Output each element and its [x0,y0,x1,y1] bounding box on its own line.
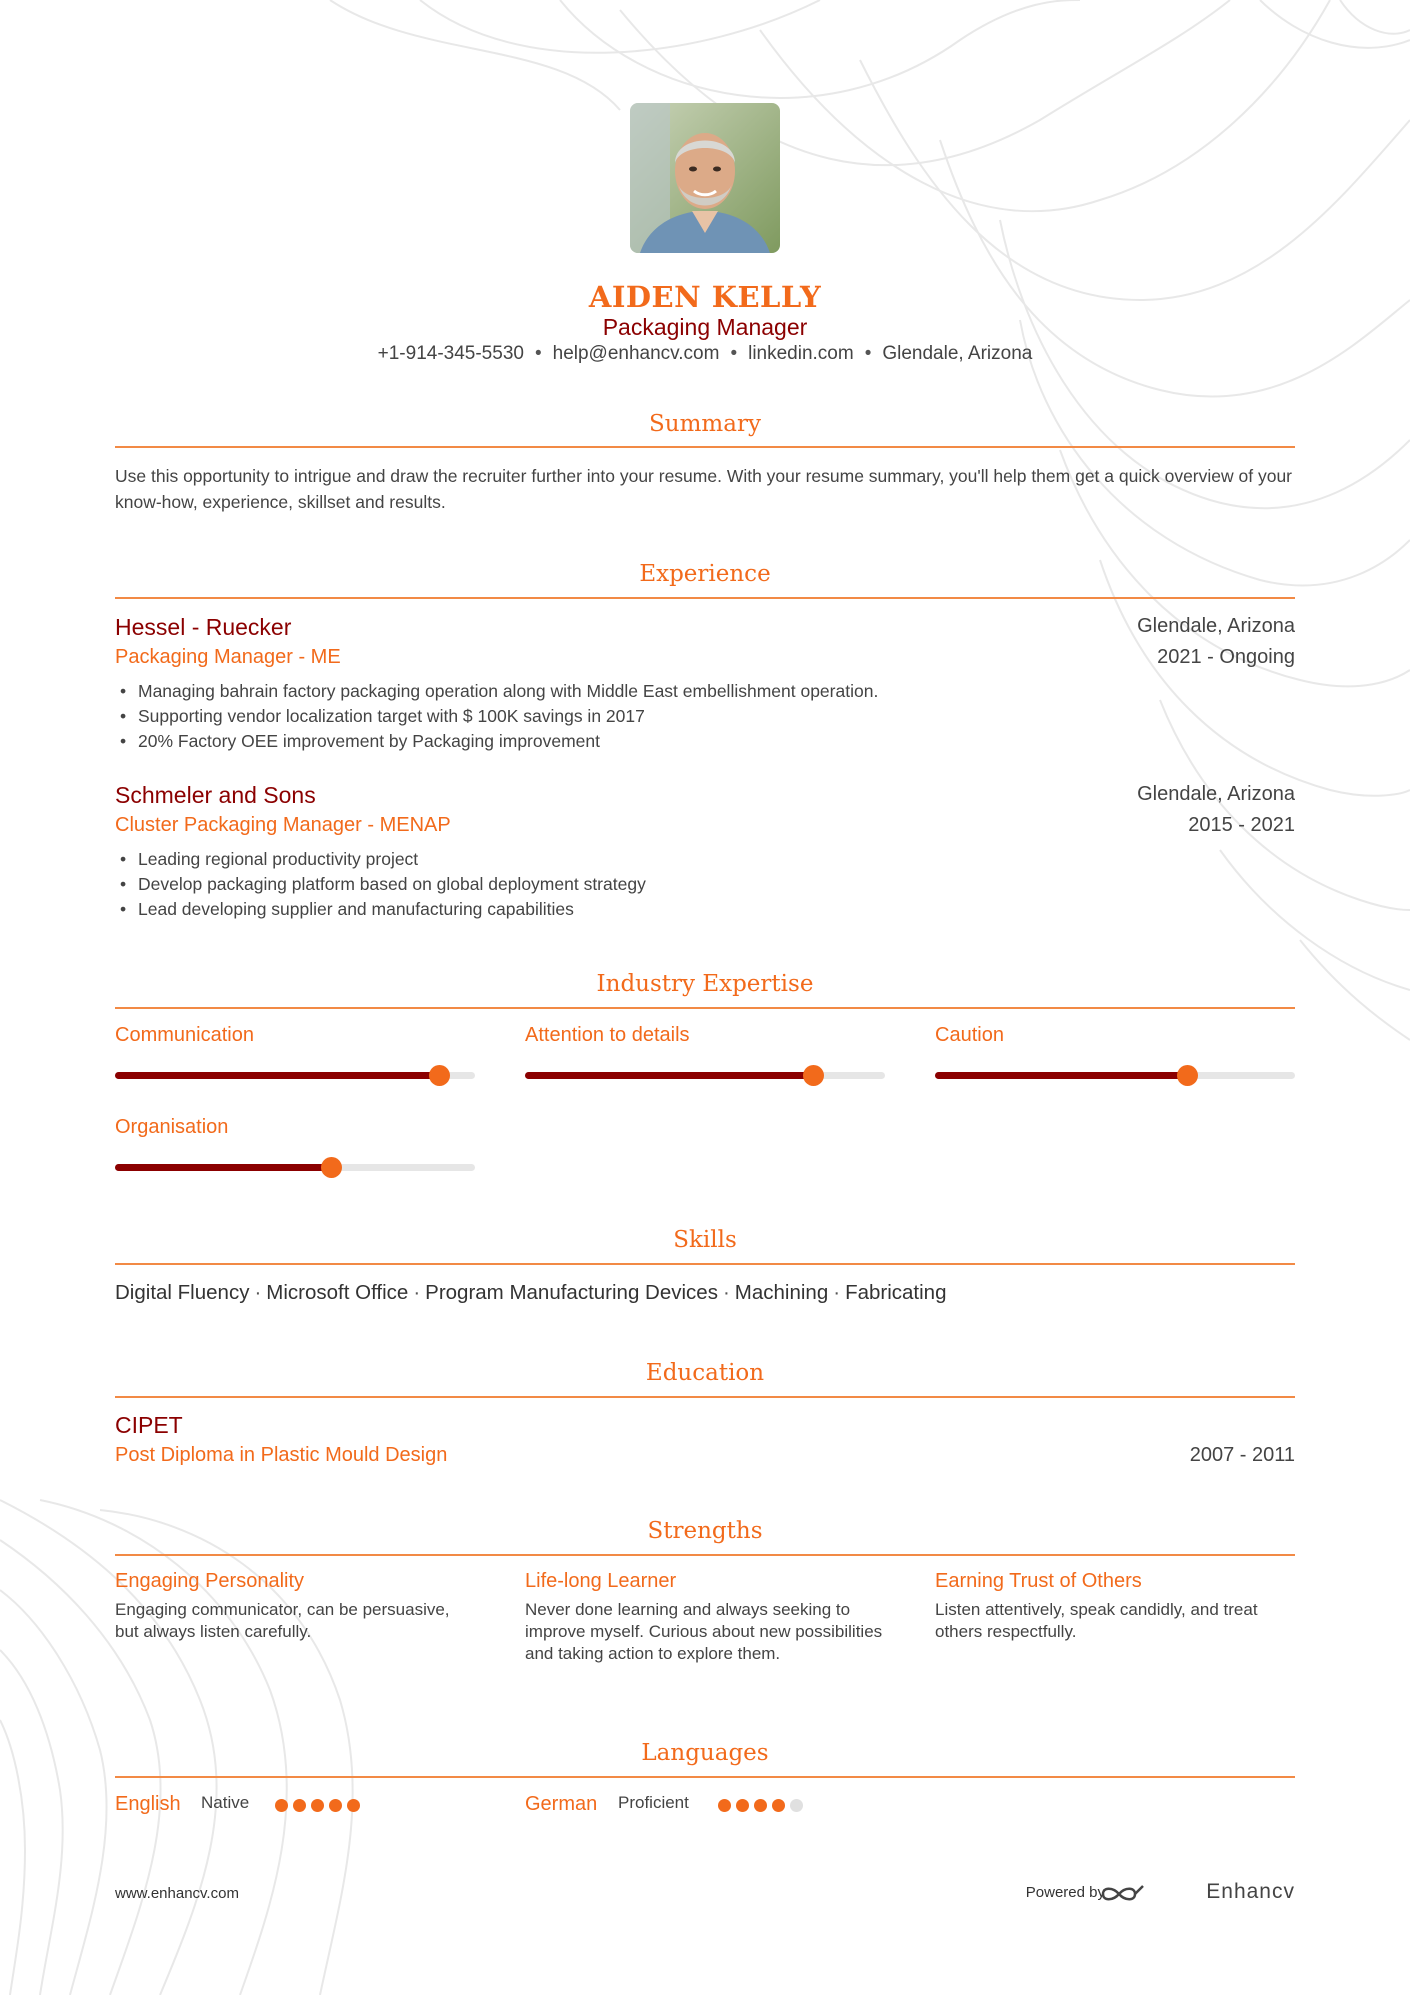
job-location: Glendale, Arizona [1137,615,1295,637]
skills-list [115,1281,947,1305]
company-name: Hessel - Ruecker [115,614,292,640]
skill-item: Program Manufacturing Devices [425,1281,718,1304]
avatar-icon [630,103,780,253]
contact-separator: • [730,343,738,364]
language-name: German [525,1793,598,1815]
education-divider [115,1396,1295,1398]
expertise-fill [115,1164,331,1171]
bullet-item: • Supporting vendor localization target with $ 100K savings in 2017 [120,704,1220,729]
strengths-divider [115,1554,1295,1556]
expertise-track [115,1072,475,1079]
language-level: Native [201,1793,250,1812]
rating-dot-empty [790,1799,803,1812]
phone[interactable]: +1-914-345-5530 [377,343,524,364]
footer-branding [935,1878,1295,1908]
languages-divider [115,1776,1295,1778]
language-rating [275,1799,365,1817]
skill-separator: · [254,1281,262,1304]
job-title: Cluster Packaging Manager - MENAP [115,814,451,836]
job-title: Packaging Manager - ME [115,646,341,668]
skill-separator: · [722,1281,730,1304]
job-dates: 2015 - 2021 [1188,814,1295,836]
summary-text: Use this opportunity to intrigue and draw the recruiter further into your resume. With your resume summary, you'll help them get a quick overview of your know-how, experience, skillset and results. [115,466,1293,512]
footer-website[interactable]: www.enhancv.com [115,1885,239,1902]
skills-divider [115,1263,1295,1265]
language-item [115,1791,475,1821]
skill-item: Machining [734,1281,829,1304]
expertise-fill [525,1072,813,1079]
expertise-item [525,1024,885,1047]
strength-title: Life-long Learner [525,1570,677,1592]
skill-item: Digital Fluency [115,1281,250,1304]
expertise-item [115,1116,475,1139]
language-item [525,1791,885,1821]
expertise-label: Attention to details [525,1024,690,1046]
experience-divider [115,597,1295,599]
language-level: Proficient [618,1793,689,1812]
school-name: CIPET [115,1412,183,1438]
expertise-item [935,1024,1295,1047]
expertise-label: Organisation [115,1116,229,1138]
skills-heading: Skills [673,1227,737,1253]
rating-dot-filled [347,1799,360,1812]
bullet-item: • Managing bahrain factory packaging operation along with Middle East embellishment operation. [120,679,1220,704]
bullet-item: • Develop packaging platform based on global deployment strategy [120,872,1220,897]
degree: Post Diploma in Plastic Mould Design [115,1444,448,1466]
skill-separator: · [413,1281,421,1304]
candidate-title: Packaging Manager [602,314,808,340]
strength-description: Never done learning and always seeking to improve myself. Curious about new possibilities and taking action to explore them. [525,1600,883,1663]
expertise-knob [321,1157,342,1178]
skill-item: Fabricating [845,1281,947,1304]
language-rating [718,1799,808,1817]
expertise-fill [115,1072,439,1079]
expertise-label: Caution [935,1024,1004,1046]
candidate-name: AIDEN KELLY [588,280,822,314]
location: Glendale, Arizona [882,343,1033,364]
job-bullets [120,679,1220,754]
email[interactable]: help@enhancv.com [552,343,720,364]
language-name: English [115,1793,181,1815]
expertise-track [115,1164,475,1171]
summary-heading: Summary [649,411,761,437]
rating-dot-filled [275,1799,288,1812]
strengths-heading: Strengths [647,1518,763,1544]
powered-by-label: Powered by [1025,1884,1105,1901]
job-bullets [120,847,1220,922]
expertise-track [525,1072,885,1079]
expertise-knob [429,1065,450,1086]
bullet-item: • 20% Factory OEE improvement by Packaging improvement [120,729,1220,754]
enhancv-logo-icon [1099,1882,1145,1906]
strength-item [935,1570,1295,1643]
education-dates: 2007 - 2011 [1189,1444,1295,1466]
rating-dot-filled [754,1799,767,1812]
enhancv-brand[interactable]: Enhancv [1206,1880,1295,1903]
expertise-knob [803,1065,824,1086]
job-dates: 2021 - Ongoing [1157,646,1295,668]
education-heading: Education [645,1360,765,1386]
job-location: Glendale, Arizona [1137,783,1295,805]
strength-title: Earning Trust of Others [935,1570,1142,1592]
rating-dot-filled [311,1799,324,1812]
experience-heading: Experience [639,561,771,587]
bullet-item: • Lead developing supplier and manufacturing capabilities [120,897,1220,922]
rating-dot-filled [718,1799,731,1812]
skill-item: Microsoft Office [266,1281,409,1304]
strength-title: Engaging Personality [115,1570,305,1592]
contact-line [0,343,1410,365]
expertise-knob [1177,1065,1198,1086]
rating-dot-filled [293,1799,306,1812]
contact-separator: • [534,343,542,364]
strength-item [525,1570,885,1665]
profile-photo [630,103,780,253]
expertise-label: Communication [115,1024,254,1046]
languages-heading: Languages [641,1740,769,1766]
expertise-divider [115,1007,1295,1009]
strength-item [115,1570,475,1643]
expertise-item [115,1024,475,1047]
strength-description: Listen attentively, speak candidly, and treat others respectfully. [935,1600,1258,1641]
rating-dot-filled [772,1799,785,1812]
bullet-item: • Leading regional productivity project [120,847,1220,872]
strength-description: Engaging communicator, can be persuasive, but always listen carefully. [115,1600,450,1641]
summary-divider [115,446,1295,448]
rating-dot-filled [736,1799,749,1812]
contact-separator: • [864,343,872,364]
linkedin[interactable]: linkedin.com [748,343,854,364]
expertise-track [935,1072,1295,1079]
company-name: Schmeler and Sons [115,782,316,808]
rating-dot-filled [329,1799,342,1812]
expertise-fill [935,1072,1187,1079]
skill-separator: · [833,1281,841,1304]
expertise-heading: Industry Expertise [596,971,814,997]
